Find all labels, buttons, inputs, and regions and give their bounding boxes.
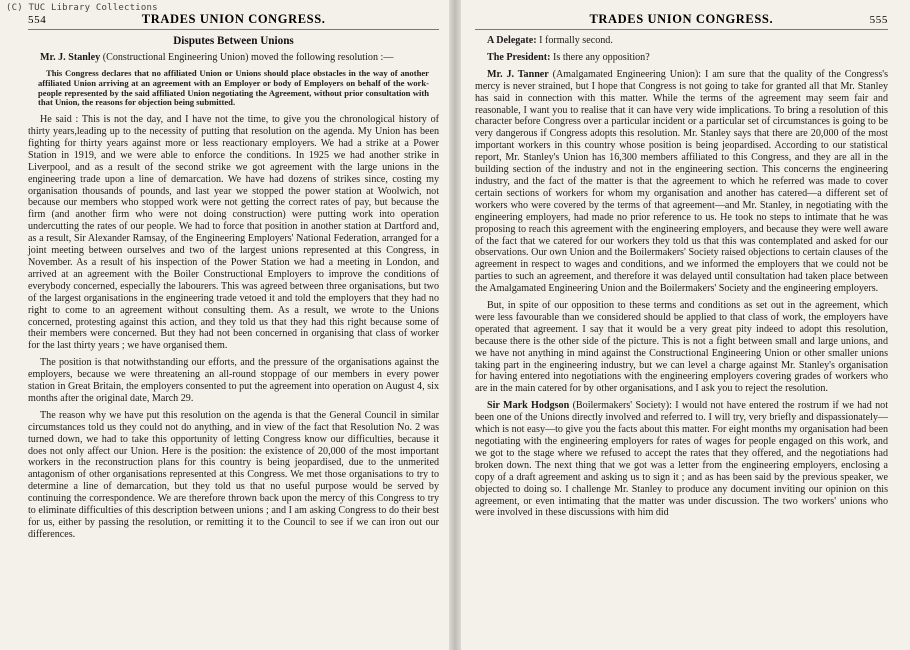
mover-intro: (Constructional Engineering Union) moved the following resolution :— (102, 52, 394, 63)
speech-paragraph-2: The position is that notwithstanding our efforts, and the pressure of the organisations against the employers, because we were threatening an all-round stoppage of our members in every power station in Great Britain, the employers consented to put the agreement into operation on August 4, six months after the original date, March 29. (28, 357, 439, 404)
delegate-text: I formally second. (539, 35, 613, 46)
left-page-number: 554 (28, 14, 47, 26)
hodgson-name: Sir Mark Hodgson (487, 400, 570, 412)
right-page-number: 555 (869, 14, 888, 26)
tanner-text-1: (Amalgamated Engineering Union): I am sure that the quality of the Congress's mercy is never strained, but I hope that Congress is not going to take for granted all that Mr. Stanley has said in connection with this matter. While the terms of the agreement may seem fair and reasonable, I want you to realise that it can have very wide implications. To bring a resolution of this character before Congress over a particular incident or a particular set of circumstances is going to be very dangerous if Congress adopts this resolution. Mr. Stanley says that there are 20,000 of the most important workers in this country whose position is being jeopardised. According to our statistical report, Mr. Stanley's Union has 16,300 members affiliated to this Congress, and they are all in the building section of the industry and not in the engineering section. This concerns the engineering industry, and the fact of the matter is that the agreement to which he referred was made to cover certain sections of workers for whom my organisation and another has catered—a different set of workers who were covered by the terms of that agreement—and Mr. Stanley, in negotiating with the engineering employers, had made no prior reference to us. He took no steps to intimate that he was proposing to reach this agreement with the engineering employers, and because they were well aware of the fact that we catered for our workers they told us that this was contemplated and asked for our observations. Our own Union and the Boilermakers' Society raised objections to certain clauses of the agreement in respect to wages and conditions, and we informed the employers that we could not be parties to such an agreement, and therefore it was delayed until consultation had taken place between the Amalgamated Engineering Union and the Boilermakers' Society and the engineering employers. (475, 68, 889, 295)
hodgson-text: (Boilermakers' Society): I would not have entered the rostrum if we had not been one of the Unions directly involved and referred to. I will try, very briefly and dispassionately—which is not easy—to give you the facts about this matter. For eight months my organisation had been negotiating with the engineering employers for rates of wages for people engaged on this work, and we got to the stage where we refused to accept the rates that they offered, and the negotiations had broken down. The next thing that we got was a letter from the engineering employers, enclosing a copy of a draft agreement and asking us to sign it ; and as has been said by the previous speaker, we objected to doing so. I challenge Mr. Stanley to produce any document inviting our opinion on this agreement, or even intimating that the matter was under discussion. The two workers' unions who were involved in these discussions with him did (475, 400, 889, 519)
left-running-head (28, 12, 439, 30)
speech-paragraph-3: The reason why we have put this resolution on the agenda is that the General Council in similar circumstances told us they could not do anything, and in view of the fact that Resolution No. 2 was turned down, we had to take this opportunity of letting Congress know our difficulties, because it does not only affect our Union. Here is the position: the existence of 20,000 of the most important workers in the reconstruction plans for this country is being jeopardised, due to the unmerited antagonism of other organisations represented at this Congress. We met those organisations to try to determine a line of demarcation, but they told us that no useful purpose would be served by continuing the correspondence. We are therefore thrown back upon the mercy of this Congress to try to eliminate difficulties of this description between unions ; and I am asking Congress to do their best for us, either by passing the resolution, or remitting it to the Council to see if we can iron out our differences. (28, 409, 439, 540)
right-running-head (475, 12, 888, 30)
watermark: (C) TUC Library Collections (6, 3, 158, 13)
right-page (455, 0, 910, 650)
speech-paragraph-1: He said : This is not the day, and I have not the time, to give you the chronological history of thirty years,leading up to the necessity of putting that resolution on the agenda. My Union has been fighting for thirty years against more or less reactionary employers. We had a strike at a Power Station in 1919, and we were able to enforce the conditions. In 1925 we had another strike in Liverpool, and as a result of the second strike we got agreement with the large unions in the engineering trade upon a line of demarcation. We have had dozens of strikes since, costing my organisation thousands of pounds, and last year we stopped the power station at Woolwich, not because our members who stopped work were not getting the correct rates of pay, but because the firm (and another firm who were not doing construction) were putting work into operation undercutting the rates of our people. We had to force that position in another station at Dartford and, as a result, Sir Alexander Ramsay, of the Engineering Employers' National Federation, arranged for a joint meeting between ourselves and two of the largest unions represented at this Congress, in November. As a result of his inspection of the Power Station we had a meeting in London, and arrived at an agreement with the Boiler Constructional Employers to improve the conditions of everybody concerned, especially the labourers. This was agreed between three organisations, but two of the largest organisations in the engineering trade vetoed it and told the employers that they had no right to come to an agreement without consulting them. As a result, we wrote to the Unions concerned, protesting against this action, and they told us that they had this right because some of their members were concerned. But they had not been concerned in organising that class of worker for the last thirty years ; we have organised them. (28, 114, 439, 352)
tanner-name: Mr. J. Tanner (487, 68, 549, 80)
president-line (475, 52, 888, 64)
hodgson-paragraph (475, 400, 888, 519)
section-title: Disputes Between Unions (173, 35, 294, 47)
tanner-paragraph-2: But, in spite of our opposition to these terms and conditions as set out in the agreement, which were less favourable than we considered should be applied to that class of work, the employers have operated that agreement. I say that it would be a very great pity indeed to adopt this resolution, because there is the other side of the picture. This is not a fight between small and large unions, and we have not anything in mind against the Constructional Engineering Union or other smaller unions taking part in the engineering industry, but we can level a charge against Mr. Stanley's organisation for having entered into negotiations with the engineering employers covering grades of workers who are in the main catered for by other organisations, and I ask you to reject the resolution. (475, 300, 888, 395)
book-gutter (449, 0, 461, 650)
mover-name: Mr. J. Stanley (40, 52, 101, 63)
president-name: The President: (487, 51, 551, 63)
president-text: Is there any opposition? (553, 51, 650, 63)
delegate-line (475, 35, 888, 47)
resolution-text: This Congress declares that no affiliated Union or Unions should place obstacles in the way of another affiliated Union arriving at an agreement with an Employer or body of Employers on behalf of the work-people represented by the said affiliated Union negotiating the Agreement, without prior consultation with that Union, the reasons for objection being submitted. (38, 67, 429, 108)
left-running-title: TRADES UNION CONGRESS. (141, 12, 326, 26)
right-running-title: TRADES UNION CONGRESS. (589, 12, 774, 26)
mover-paragraph (28, 52, 439, 64)
delegate-name: A Delegate: (487, 35, 537, 46)
tanner-paragraph-1 (475, 69, 888, 295)
